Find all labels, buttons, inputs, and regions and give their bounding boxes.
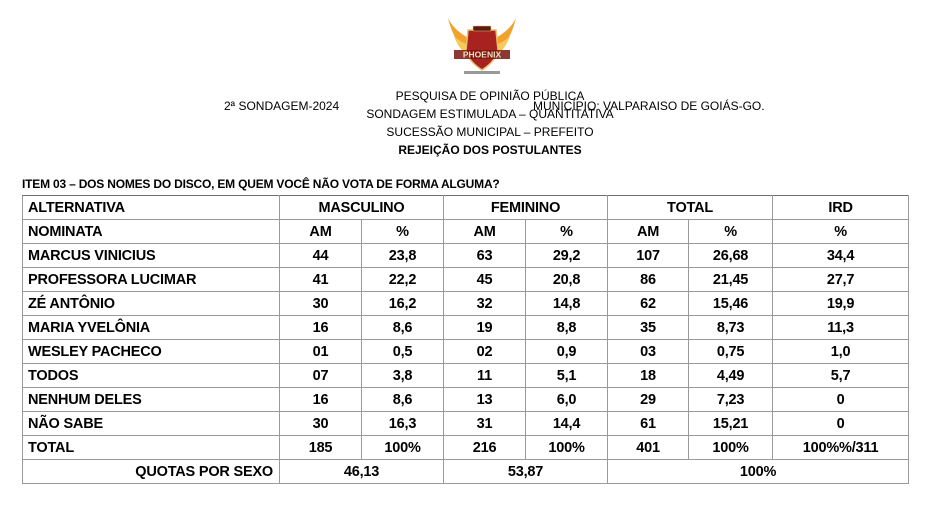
cell-masc-pct: 100% — [362, 436, 444, 460]
cell-ird-pct: 5,7 — [773, 364, 909, 388]
cell-nominata: ZÉ ANTÔNIO — [23, 292, 280, 316]
cell-fem-pct: 5,1 — [526, 364, 608, 388]
sub-header-row — [23, 220, 909, 244]
cell-fem-am: 216 — [444, 436, 526, 460]
header-ird-pct: % — [773, 220, 909, 244]
cell-fem-pct: 100% — [526, 436, 608, 460]
header-feminino: FEMININO — [444, 196, 608, 220]
cell-masc-am: 30 — [280, 292, 362, 316]
cell-ird-pct: 1,0 — [773, 340, 909, 364]
cell-nominata: MARIA YVELÔNIA — [23, 316, 280, 340]
cell-nominata: NENHUM DELES — [23, 388, 280, 412]
cell-fem-pct: 14,8 — [526, 292, 608, 316]
cell-total-pct: 7,23 — [689, 388, 773, 412]
cell-fem-am: 63 — [444, 244, 526, 268]
cell-masc-pct: 16,2 — [362, 292, 444, 316]
header-fem-am: AM — [444, 220, 526, 244]
header-ird: IRD — [773, 196, 909, 220]
cell-fem-pct: 20,8 — [526, 268, 608, 292]
cell-fem-am: 13 — [444, 388, 526, 412]
table-row — [23, 412, 909, 436]
cell-total-am: 18 — [608, 364, 689, 388]
cell-ird-pct: 34,4 — [773, 244, 909, 268]
group-header-row — [23, 196, 909, 220]
table-row — [23, 316, 909, 340]
cell-masc-am: 30 — [280, 412, 362, 436]
table-row — [23, 268, 909, 292]
survey-type: SONDAGEM ESTIMULADA – QUANTITATIVA — [366, 107, 614, 121]
cell-fem-pct: 6,0 — [526, 388, 608, 412]
report-title: REJEIÇÃO DOS POSTULANTES — [398, 143, 582, 157]
cell-total-pct: 21,45 — [689, 268, 773, 292]
cell-nominata: TOTAL — [23, 436, 280, 460]
sondagem-label: 2ª SONDAGEM-2024 — [224, 99, 340, 113]
cell-fem-am: 45 — [444, 268, 526, 292]
cell-total-pct: 15,46 — [689, 292, 773, 316]
table-row — [23, 388, 909, 412]
header-total-am: AM — [608, 220, 689, 244]
cell-masc-am: 16 — [280, 316, 362, 340]
table-row — [23, 292, 909, 316]
phoenix-logo — [446, 16, 518, 78]
cell-masc-pct: 16,3 — [362, 412, 444, 436]
question-text: ITEM 03 – DOS NOMES DO DISCO, EM QUEM VOCÊ NÃO VOTA DE FORMA ALGUMA? — [22, 177, 500, 191]
municipio-label: MUNICÍPIO: VALPARAISO DE GOIÁS-GO. — [533, 99, 765, 113]
total-row — [23, 436, 909, 460]
header-fem-pct: % — [526, 220, 608, 244]
cell-masc-pct: 8,6 — [362, 388, 444, 412]
cell-fem-pct: 8,8 — [526, 316, 608, 340]
cell-masc-pct: 23,8 — [362, 244, 444, 268]
cell-masc-am: 185 — [280, 436, 362, 460]
cell-ird-pct: 19,9 — [773, 292, 909, 316]
header-masc-am: AM — [280, 220, 362, 244]
quota-masculino: 46,13 — [280, 460, 444, 484]
cell-total-am: 29 — [608, 388, 689, 412]
cell-total-am: 03 — [608, 340, 689, 364]
table-row — [23, 364, 909, 388]
cell-ird-pct: 27,7 — [773, 268, 909, 292]
cell-masc-pct: 3,8 — [362, 364, 444, 388]
cell-nominata: NÃO SABE — [23, 412, 280, 436]
cell-total-pct: 15,21 — [689, 412, 773, 436]
header-nominata: NOMINATA — [23, 220, 280, 244]
cell-fem-pct: 29,2 — [526, 244, 608, 268]
cell-ird-pct: 0 — [773, 388, 909, 412]
cell-total-am: 401 — [608, 436, 689, 460]
cell-fem-am: 32 — [444, 292, 526, 316]
cell-total-am: 61 — [608, 412, 689, 436]
quotas-label: QUOTAS POR SEXO — [23, 460, 280, 484]
cell-masc-am: 41 — [280, 268, 362, 292]
cell-ird-pct: 0 — [773, 412, 909, 436]
cell-masc-am: 07 — [280, 364, 362, 388]
logo-text: PHOENIX — [462, 49, 502, 60]
cell-fem-am: 11 — [444, 364, 526, 388]
cell-total-am: 86 — [608, 268, 689, 292]
cell-masc-pct: 8,6 — [362, 316, 444, 340]
cell-ird-pct: 11,3 — [773, 316, 909, 340]
cell-nominata: MARCUS VINICIUS — [23, 244, 280, 268]
quotas-row — [23, 460, 909, 484]
cell-fem-pct: 14,4 — [526, 412, 608, 436]
table-row — [23, 244, 909, 268]
cell-total-pct: 0,75 — [689, 340, 773, 364]
quota-total: 100% — [608, 460, 909, 484]
table-row — [23, 340, 909, 364]
cell-fem-pct: 0,9 — [526, 340, 608, 364]
cell-total-am: 62 — [608, 292, 689, 316]
cell-nominata: PROFESSORA LUCIMAR — [23, 268, 280, 292]
rejection-table — [22, 195, 909, 484]
cell-ird-pct: 100%%/311 — [773, 436, 909, 460]
header-masc-pct: % — [362, 220, 444, 244]
cell-total-pct: 4,49 — [689, 364, 773, 388]
cell-nominata: WESLEY PACHECO — [23, 340, 280, 364]
cell-masc-am: 16 — [280, 388, 362, 412]
survey-title: PESQUISA DE OPINIÃO PÚBLICA — [395, 89, 585, 103]
survey-subject: SUCESSÃO MUNICIPAL – PREFEITO — [386, 125, 594, 139]
cell-total-pct: 100% — [689, 436, 773, 460]
cell-total-pct: 8,73 — [689, 316, 773, 340]
header-total: TOTAL — [608, 196, 773, 220]
quota-feminino: 53,87 — [444, 460, 608, 484]
cell-masc-pct: 0,5 — [362, 340, 444, 364]
cell-masc-pct: 22,2 — [362, 268, 444, 292]
cell-total-pct: 26,68 — [689, 244, 773, 268]
cell-nominata: TODOS — [23, 364, 280, 388]
cell-masc-am: 44 — [280, 244, 362, 268]
cell-total-am: 107 — [608, 244, 689, 268]
header-masculino: MASCULINO — [280, 196, 444, 220]
header-alternativa: ALTERNATIVA — [23, 196, 280, 220]
cell-total-am: 35 — [608, 316, 689, 340]
header-total-pct: % — [689, 220, 773, 244]
cell-fem-am: 02 — [444, 340, 526, 364]
cell-fem-am: 19 — [444, 316, 526, 340]
cell-masc-am: 01 — [280, 340, 362, 364]
cell-fem-am: 31 — [444, 412, 526, 436]
